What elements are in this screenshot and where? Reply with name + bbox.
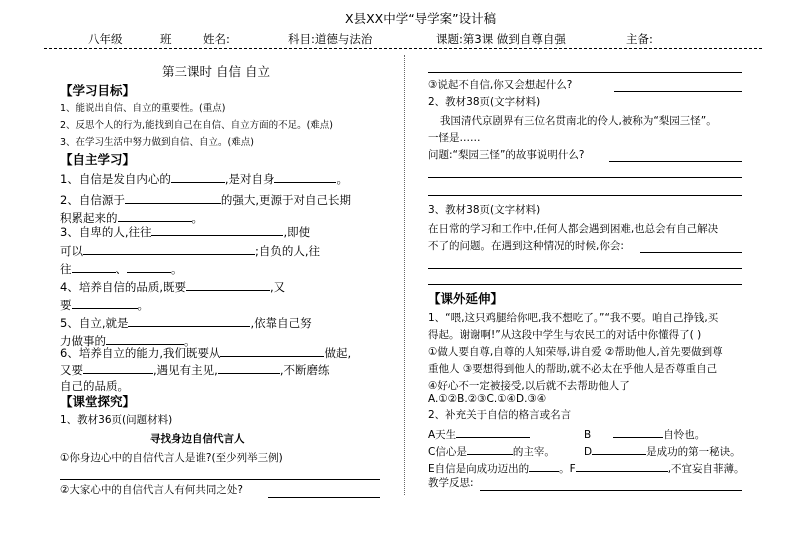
answer-line [268,497,380,498]
answer-line [428,284,742,285]
answer-line [480,490,742,491]
answer-line [428,177,742,178]
teaching-reflection: 教学反思: [428,477,474,489]
answer-line [609,161,742,162]
material-1-question-1: ①你身边心中的自信代言人是谁?(至少列举三例) [60,452,283,464]
header-underline [44,48,762,49]
explore-heading: 【课堂探究】 [60,394,136,409]
question-1: 1、自信是发自内心的 ,是对自身 。 [60,172,348,186]
answer-line [428,72,742,73]
extension-1-choices: A.①②B.②③C.①④D.③④ [428,393,547,405]
material-2-text-cont: 一怪是…… [428,132,481,144]
subject-label: 科目:道德与法治 [288,32,373,46]
column-divider [404,55,405,495]
motto-e: E自信是向成功迈出的 。F ,不宜妄自菲薄。 [428,463,745,475]
goal-item: 3、在学习生活中努力做到自信、自立。(难点) [60,137,254,148]
question-4-cont: 要 。 [60,298,149,312]
question-3: 3、自卑的人,往往 ,即使 [60,225,311,239]
question-4: 4、培养自信的品质,既要 ,又 [60,280,286,294]
extension-1-cont: 得起。谢谢啊!”从这段中学生与农民工的对话中你懂得了( ) [428,329,702,341]
right-question-3: ③说起不自信,你又会想起什么? [428,79,573,91]
material-1-question-2: ②大家心中的自信代言人有何共同之处? [60,484,243,496]
name-label: 姓名: [203,32,230,46]
extension-heading: 【课外延伸】 [428,291,504,306]
material-3-text: 在日常的学习和工作中,任何人都会遇到困难,也总会有自己解决 [428,223,719,235]
question-5-cont: 力做事的 。 [60,334,196,348]
material-1: 1、教材36页(问题材料) [60,414,173,426]
page-title: X县XX中学“导学案”设计稿 [345,11,497,26]
goal-item: 2、反思个人的行为,能找到自己在自信、自立方面的不足。(难点) [60,120,333,131]
answer-line [428,268,742,269]
motto-d: D 是成功的第一秘诀。 [584,446,741,458]
answer-line [60,479,380,480]
motto-a: A天生 [428,427,530,441]
extension-2: 2、补充关于自信的格言或名言 [428,409,572,421]
material-3: 3、教材38页(文字材料) [428,204,541,216]
answer-line [428,195,742,196]
lesson-title: 第三课时 自信 自立 [162,64,270,79]
goal-item: 1、能说出自信、自立的重要性。(重点) [60,103,226,114]
topic-label: 课题:第3课 做到自尊自强 [436,32,566,46]
grade-label: 八年级 [88,32,123,46]
question-6-end: 自己的品质。 [60,379,129,393]
question-3-cont: 可以 ;自负的人,往 [60,244,321,258]
class-label: 班 [160,32,172,46]
goals-heading: 【学习目标】 [60,83,136,98]
question-2: 2、自信源于 的强大,更源于对自己长期 [60,193,351,207]
question-5: 5、自立,就是 ,依靠自己努 [60,316,312,330]
motto-b: B 自怜也。 [584,429,706,441]
material-3-text-cont: 不了的问题。在遇到这种情况的时候,你会: [428,240,624,252]
material-1-title: 寻找身边自信代言人 [150,433,245,445]
material-2-question: 问题:“梨园三怪”的故事说明什么? [428,149,585,161]
self-study-heading: 【自主学习】 [60,152,136,167]
question-3-end: 往 、 。 [60,262,183,276]
question-6-cont: 又要 ,遇见有主见, ,不断磨练 [60,363,330,377]
extension-1-option-line: ①做人要自尊,自尊的人知荣辱,讲自爱 ②帮助他人,首先要做到尊 [428,346,723,358]
material-2-text: 我国清代京剧界有三位名贯南北的伶人,被称为“梨园三怪”。 [440,115,717,127]
answer-line [614,91,742,92]
extension-1: 1、“喂,这只鸡腿给你吧,我不想吃了。”“我不要。咱自己挣钱,买 [428,312,719,324]
question-6: 6、培养自立的能力,我们既要从 做起, [60,346,352,360]
material-2: 2、教材38页(文字材料) [428,96,541,108]
extension-1-option-line: ④好心不一定被接受,以后就不去帮助他人了 [428,380,630,392]
question-2-cont: 积累起来的 。 [60,211,203,225]
extension-1-option-line: 重他人 ③要想得到他人的帮助,就不必太在乎他人是否尊重自己 [428,363,718,375]
answer-line [640,252,742,253]
preparer-label: 主备: [626,32,653,46]
motto-c: C信心是 的主宰。 [428,446,555,458]
